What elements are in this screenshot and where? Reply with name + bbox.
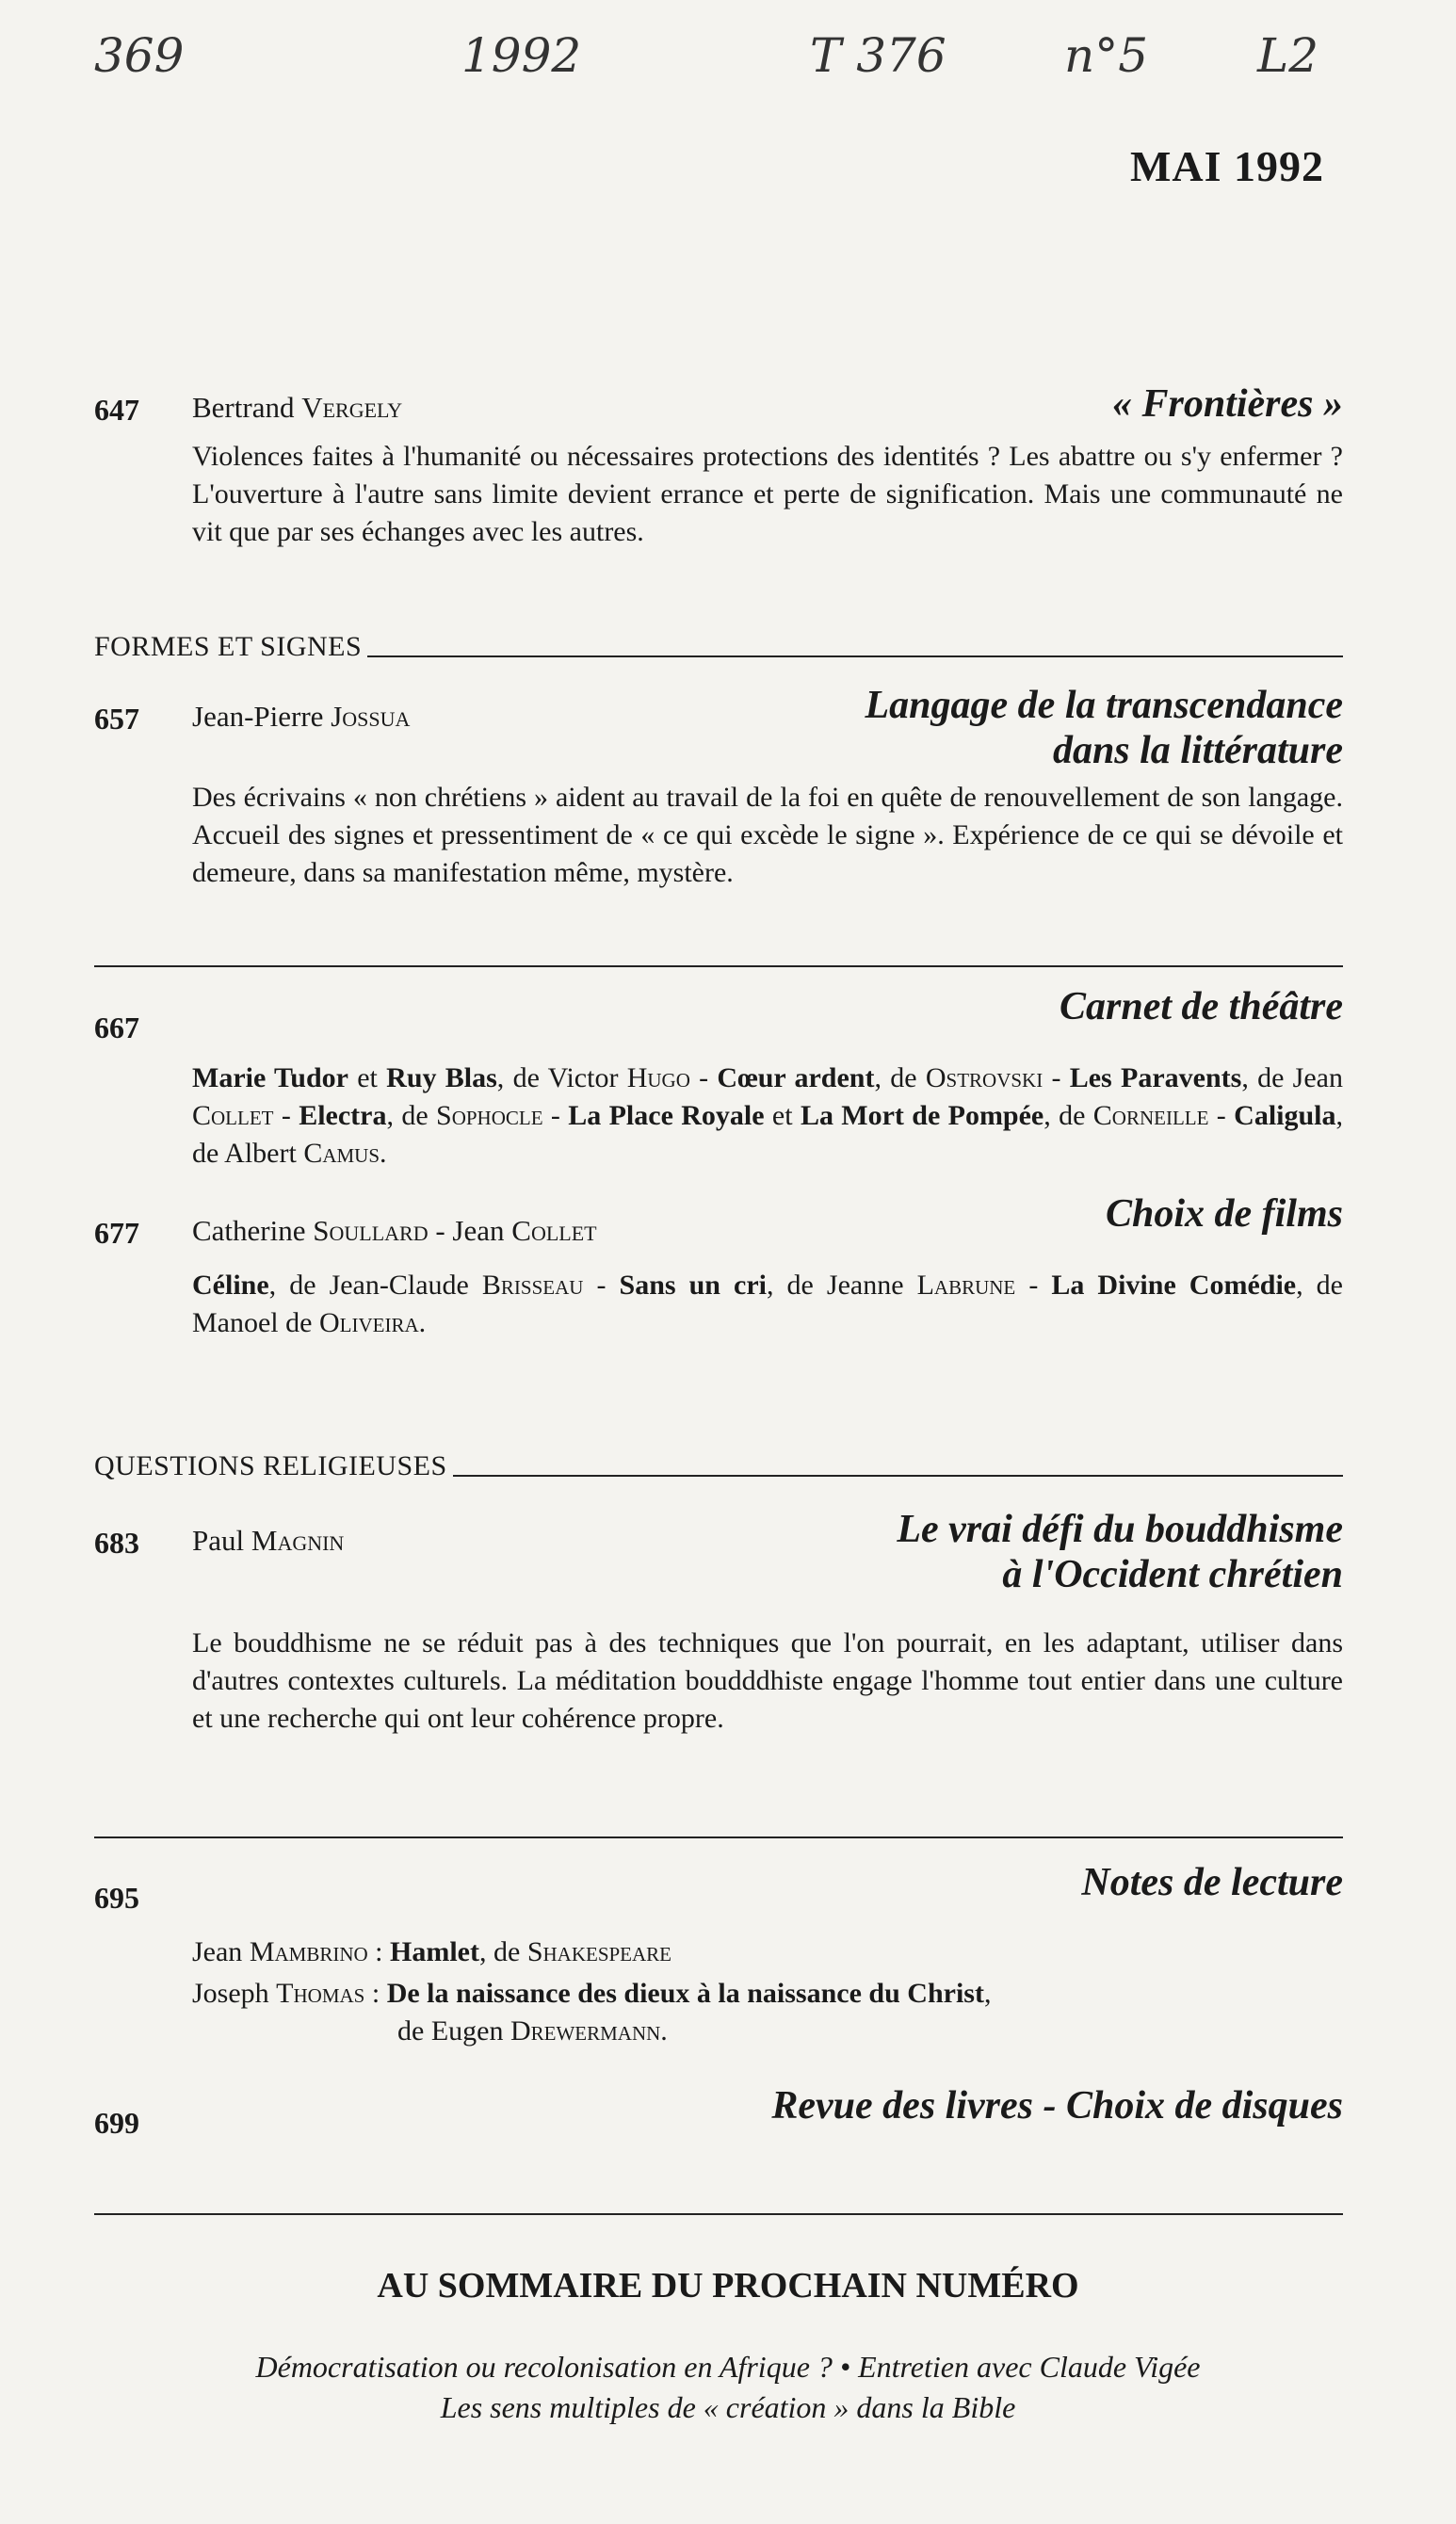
article-description: Marie Tudor et Ruy Blas, de Victor Hugo - Cœur ardent, de Ostrovski - Les Paravents, de Jean Collet - Electra, de Sophocle - La Place Royale et La Mort de Pompée, de Corneille - Caligula, de Albert Camus. bbox=[192, 1062, 1344, 1169]
page-number: 695 bbox=[94, 1881, 139, 1915]
article-title[interactable]: Langage de la transcendance dans la littérature bbox=[865, 684, 1343, 772]
article-title[interactable]: Choix de films bbox=[1105, 1192, 1343, 1236]
section-heading: QUESTIONS RELIGIEUSES bbox=[94, 1450, 1343, 1482]
issue-date: MAI 1992 bbox=[1129, 142, 1324, 190]
author: Bertrand Vergely bbox=[192, 391, 403, 424]
section-heading: FORMES ET SIGNES bbox=[94, 631, 1343, 663]
review-line: de Eugen Drewermann. bbox=[397, 2015, 668, 2047]
page-number: 657 bbox=[94, 702, 139, 736]
handwritten-reference: T 376 bbox=[810, 28, 946, 83]
handwritten-code: L2 bbox=[1257, 28, 1319, 83]
author: Jean-Pierre Jossua bbox=[192, 700, 411, 733]
next-issue-line: Les sens multiples de « création » dans la Bible bbox=[440, 2390, 1016, 2424]
divider bbox=[94, 1836, 1343, 1838]
article-title[interactable]: Notes de lecture bbox=[1081, 1861, 1343, 1904]
page-number: 647 bbox=[94, 393, 139, 427]
article-title[interactable]: Le vrai défi du bouddhisme à l'Occident chrétien bbox=[897, 1508, 1343, 1596]
article-title[interactable]: Revue des livres - Choix de disques bbox=[771, 2084, 1343, 2128]
article-description: Violences faites à l'humanité ou nécessaires protections des identités ? Les abattre ou s'y enfermer ? L'ouverture à l'autre sans limite devient errance et perte de signification. Mais une communauté ne vit que par ses échanges avec les autres. bbox=[192, 441, 1343, 547]
next-issue-heading: AU SOMMAIRE DU PROCHAIN NUMÉRO bbox=[377, 2266, 1079, 2306]
article-title[interactable]: Carnet de théâtre bbox=[1060, 985, 1343, 1028]
page-number: 699 bbox=[94, 2106, 139, 2140]
article-description: Céline, de Jean-Claude Brisseau - Sans un cri, de Jeanne Labrune - La Divine Comédie, de Manoel de Oliveira. bbox=[192, 1270, 1343, 1338]
author: Paul Magnin bbox=[192, 1524, 345, 1557]
review-line: Jean Mambrino : Hamlet, de Shakespeare bbox=[192, 1936, 672, 1967]
article-description: Le bouddhisme ne se réduit pas à des techniques que l'on pourrait, en les adaptant, utiliser dans d'autres contextes culturels. La méditation boudddhiste engage l'homme tout entier dans une culture et une recherche qui ont leur cohérence propre. bbox=[192, 1627, 1343, 1734]
review-line: Joseph Thomas : De la naissance des dieux à la naissance du Christ, bbox=[192, 1978, 992, 2009]
article-title[interactable]: « Frontières » bbox=[1111, 382, 1343, 426]
page-number: 683 bbox=[94, 1526, 139, 1560]
handwritten-number: 369 bbox=[94, 28, 185, 83]
author: Catherine Soullard - Jean Collet bbox=[192, 1214, 597, 1247]
article-description: Des écrivains « non chrétiens » aident au travail de la foi en quête de renouvellement de son langage. Accueil des signes et pressentiment de « ce qui excède le signe ». Expérience de ce qui se dévoile et demeure, dans sa manifestation même, mystère. bbox=[192, 782, 1343, 888]
next-issue-line: Démocratisation ou recolonisation en Afrique ? • Entretien avec Claude Vigée bbox=[255, 2350, 1201, 2384]
divider bbox=[94, 965, 1343, 967]
page-number: 677 bbox=[94, 1216, 139, 1250]
handwritten-year: 1992 bbox=[461, 28, 582, 83]
divider bbox=[94, 2213, 1343, 2215]
page-number: 667 bbox=[94, 1011, 139, 1044]
handwritten-issue: n°5 bbox=[1064, 28, 1149, 83]
